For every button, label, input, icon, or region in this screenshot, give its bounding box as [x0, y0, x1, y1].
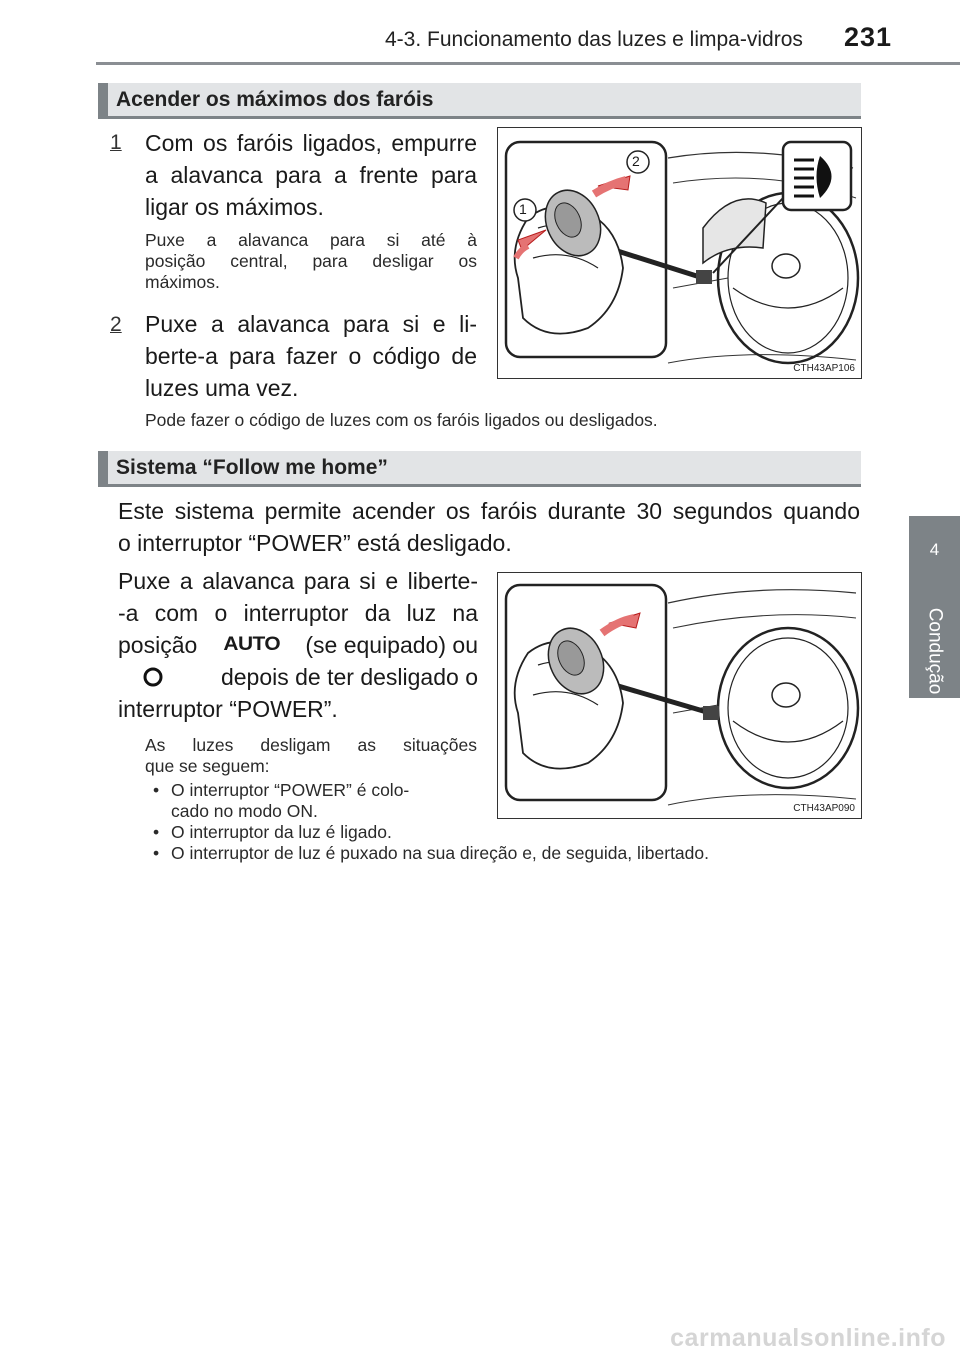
step-1-line: ligar os máximos.	[145, 194, 324, 220]
section-heading-text: Sistema “Follow me home”	[116, 456, 388, 479]
figure-follow-me-home	[497, 572, 862, 819]
instruction-text: depois de ter desligado o	[220, 664, 478, 690]
step-2-line: berte-a para fazer o código de	[145, 343, 477, 369]
bullet-line: • O interruptor “POWER” é colo-	[171, 780, 410, 800]
intro-line: o interruptor “POWER” está desligado.	[118, 530, 512, 556]
auto-position-icon: AUTO	[223, 634, 280, 655]
figure-caption: CTH43AP106	[793, 363, 855, 374]
page-header-title: 4-3. Funcionamento das luzes e limpa-vidros	[385, 28, 803, 51]
figure-high-beam-lever	[497, 127, 862, 379]
page-number: 231	[844, 22, 893, 52]
callout-1: 1	[519, 201, 527, 217]
lever-illustration	[498, 128, 860, 377]
callout-2: 2	[632, 153, 640, 169]
section-heading-high-beam	[98, 83, 861, 119]
step-2-line: Puxe a alavanca para si e li-	[145, 311, 477, 337]
note-line: posição central, para desligar os	[145, 251, 477, 271]
step-1-note	[145, 230, 477, 293]
step-2-note: Pode fazer o código de luzes com os faróis ligados ou desligados.	[145, 410, 658, 430]
step-number-1: 1	[110, 131, 122, 154]
instruction-text: posição	[118, 632, 198, 658]
chapter-tab-label: Condução	[924, 607, 946, 695]
instruction-line: interruptor “POWER”.	[118, 696, 338, 722]
follow-me-instructions	[118, 565, 478, 725]
step-1-line: a alavanca para a frente para	[145, 162, 477, 188]
watermark-text: carmanualsonline.info	[670, 1324, 946, 1352]
list-item	[145, 822, 860, 843]
header-rule	[96, 62, 960, 65]
note-line: que se seguem:	[145, 756, 270, 776]
figure-caption: CTH43AP090	[793, 803, 855, 814]
step-1-text	[145, 127, 477, 223]
chapter-tab-number: 4	[929, 540, 940, 559]
section-heading-text: Acender os máximos dos faróis	[116, 88, 434, 111]
note-line: Puxe a alavanca para si até à	[145, 230, 477, 250]
note-line: As luzes desligam as situações	[145, 735, 477, 755]
section-heading-follow-me-home	[98, 451, 861, 487]
intro-line: Este sistema permite acender os faróis durante 30 segundos quando	[118, 498, 860, 524]
instruction-line: -a com o interruptor da luz na	[118, 600, 478, 626]
step-2-text	[145, 308, 477, 404]
lever-pull-illustration	[498, 573, 860, 817]
instruction-text: (se equipado) ou	[305, 632, 478, 658]
step-number-2: 2	[110, 313, 122, 336]
bullet-line: cado no modo ON.	[171, 801, 318, 821]
bullet-line: • O interruptor da luz é ligado.	[171, 822, 392, 842]
instruction-line	[118, 661, 478, 693]
headlight-position-icon	[118, 666, 188, 688]
note-line: máximos.	[145, 272, 220, 292]
watermark-area	[0, 1310, 960, 1360]
instruction-line: Puxe a alavanca para si e liberte-	[118, 568, 478, 594]
intro-paragraph	[118, 495, 860, 559]
step-2-line: luzes uma vez.	[145, 375, 299, 401]
list-item	[145, 843, 860, 864]
off-conditions-note	[145, 735, 477, 777]
step-1-line: Com os faróis ligados, empurre	[145, 130, 477, 156]
bullet-line: • O interruptor de luz é puxado na sua direção e, de seguida, libertado.	[171, 843, 709, 863]
instruction-line	[118, 629, 478, 661]
